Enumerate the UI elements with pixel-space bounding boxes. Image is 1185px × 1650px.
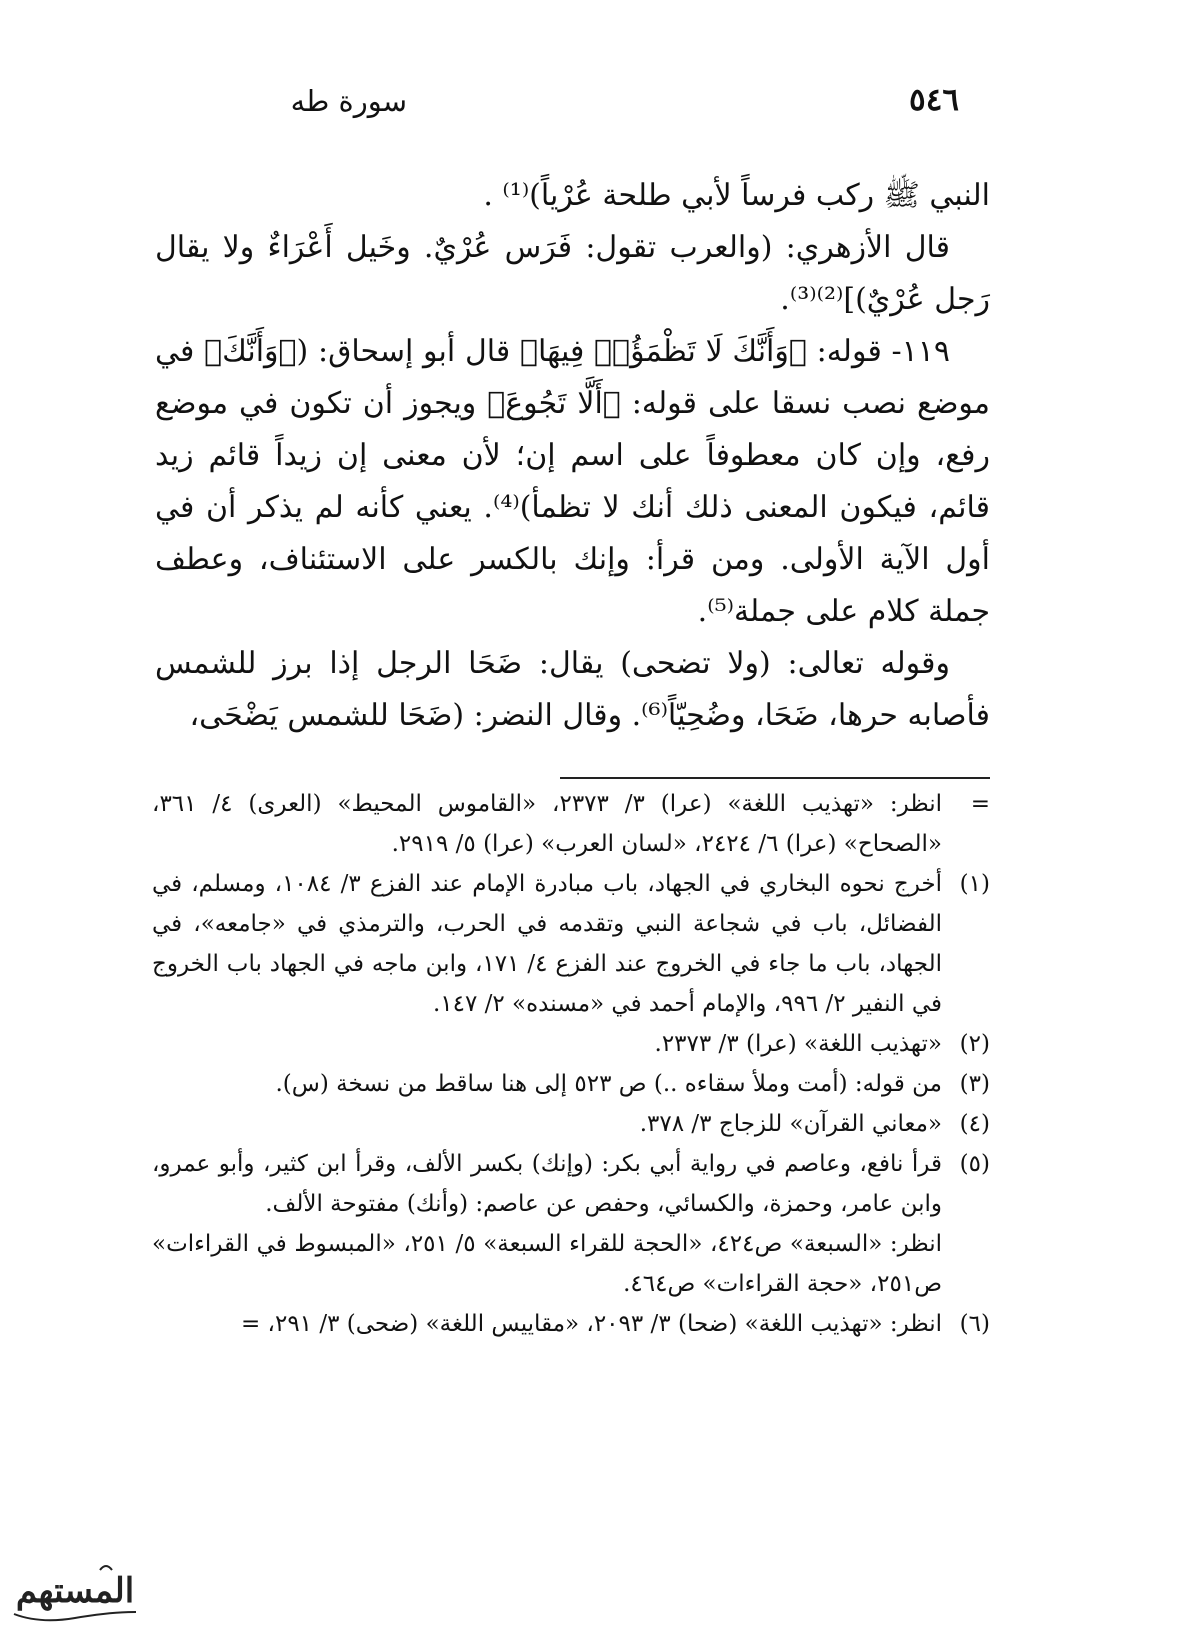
body-paragraph: وقوله تعالى: (ولا تضحى) يقال: ضَحَا الرجل إذا برز للشمس فأصابه حرها، ضَحَا، وضُحِيّاً⁽⁶⁾. وقال النضر: (ضَحَا للشمس يَضْحَى، (155, 646, 990, 733)
page-header (0, 82, 1185, 132)
footnote-4 (152, 1104, 990, 1144)
footnote-text: انظر: «تهذيب اللغة» (عرا) ٣/ ٢٣٧٣، «القاموس المحيط» (العرى) ٤/ ٣٦١، «الصحاح» (عرا) ٦/ ٢٤٢٤، «لسان العرب» (عرا) ٥/ ٢٩١٩. (152, 791, 943, 857)
footnote-text: انظر: «تهذيب اللغة» (ضحا) ٣/ ٢٠٩٣، «مقاييس اللغة» (ضحى) ٣/ ٢٩١، = (240, 1311, 942, 1337)
footnote-mark: (٥) (959, 1151, 990, 1177)
svg-text:المستهم: المستهم (15, 1571, 135, 1611)
body-paragraph: قال الأزهري: (والعرب تقول: فَرَس عُرْيٌ. وخَيل أَعْرَاءٌ ولا يقال رَجل عُرْيٌ)]⁽²⁾⁽³⁾. (155, 230, 990, 317)
body-paragraph: النبي ﷺ ركب فرساً لأبي طلحة عُرْياً)⁽¹⁾ . (483, 178, 990, 213)
footnote-2 (152, 1024, 990, 1064)
footnote-mark: (٣) (959, 1071, 990, 1097)
footnote-mark: (١) (959, 871, 990, 897)
watermark-logo (0, 1552, 150, 1642)
footnote-mark: = (970, 791, 990, 817)
footnote-text: من قوله: (أمت وملأ سقاءه ..) ص ٥٢٣ إلى هنا ساقط من نسخة (س). (275, 1071, 942, 1097)
footnote-mark: (٢) (959, 1031, 990, 1057)
running-title: سورة طه (290, 84, 407, 118)
footnote-mark: (٤) (959, 1111, 990, 1137)
main-text (155, 170, 990, 742)
footnote-mark: (٦) (959, 1311, 990, 1337)
footnote-text: قرأ نافع، وعاصم في رواية أبي بكر: (وإنك) بكسر الألف، وقرأ ابن كثير، وأبو عمرو، وابن عامر، وحمزة، والكسائي، وحفص عن عاصم: (وأنك) مفتوحة الألف. (152, 1151, 942, 1217)
footnote-5 (152, 1144, 990, 1224)
footnote-text: «معاني القرآن» للزجاج ٣/ ٣٧٨. (639, 1111, 942, 1137)
footnote-3 (152, 1064, 990, 1104)
footnote-1 (152, 864, 990, 1024)
footnote-text: «تهذيب اللغة» (عرا) ٣/ ٢٣٧٣. (654, 1031, 942, 1057)
footnote-5-references: انظر: «السبعة» ص٤٢٤، «الحجة للقراء السبعة» ٥/ ٢٥١، «المبسوط في القراءات» ص٢٥١، «حجة القراءات» ص٤٦٤. (152, 1231, 943, 1297)
footnote-separator (560, 777, 990, 779)
footnote-continuation (152, 784, 990, 864)
footnote-6 (152, 1304, 990, 1344)
footnotes (152, 784, 990, 1344)
footnote-text: أخرج نحوه البخاري في الجهاد، باب مبادرة الإمام عند الفزع ٣/ ١٠٨٤، ومسلم، في الفضائل، باب في شجاعة النبي وتقدمه في الحرب، والترمذي في «جامعه»، في الجهاد، باب ما جاء في الخروج عند الفزع ٤/ ١٧١، وابن ماجه في الجهاد باب الخروج في النفير ٢/ ٩٩٦، والإمام أحمد في «مسنده» ٢/ ١٤٧. (152, 871, 943, 1017)
body-paragraph: ١١٩- قوله: ﴿وَأَنَّكَ لَا تَظْمَؤُا۟ فِيهَا﴾ قال أبو إسحاق: (﴿وَأَنَّكَ﴾ في موضع نصب نسقا على قوله: ﴿أَلَّا تَجُوعَ﴾ ويجوز أن تكون في موضع رفع، وإن كان معطوفاً على اسم إن؛ لأن معنى إن زيداً قائم زيد قائم، فيكون المعنى ذلك أنك لا تظمأ)⁽⁴⁾. يعني كأنه لم يذكر أن في أول الآية الأولى. ومن قرأ: وإنك بالكسر على الاستئناف، وعطف جملة كلام على جملة⁽⁵⁾. (155, 334, 990, 629)
page-number: ٥٤٦ (909, 82, 959, 118)
calligraphy-logo-icon (0, 1552, 150, 1642)
